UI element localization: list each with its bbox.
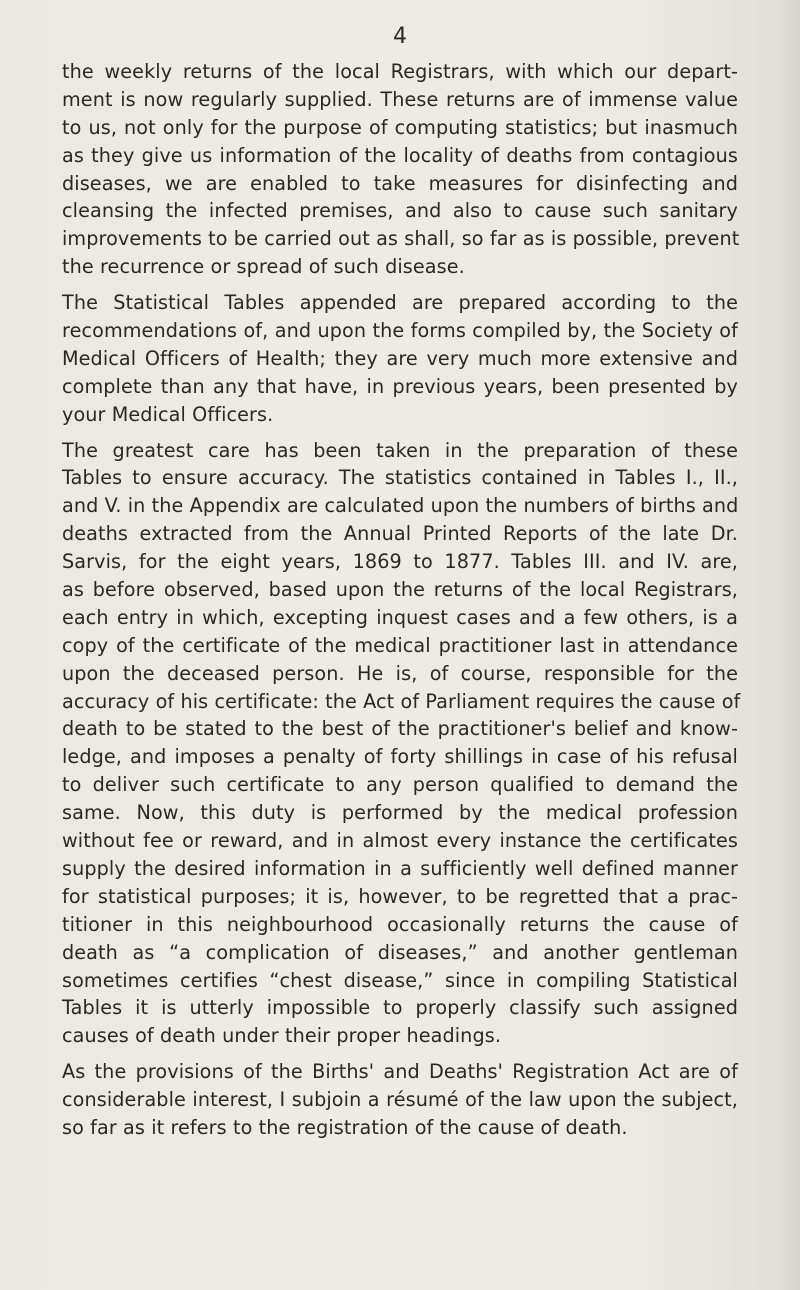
text-line: same. Now, this duty is performed by the medical profession <box>62 801 738 825</box>
body-text <box>62 58 741 1142</box>
text-line: deaths extracted from the Annual Printed Reports of the late Dr. <box>62 522 738 546</box>
paragraph <box>62 58 738 281</box>
text-line: diseases, we are enabled to take measures for disinfecting and <box>62 171 738 195</box>
paragraph <box>62 437 741 1051</box>
text-line: each entry in which, excepting inquest cases and a few others, is a <box>62 605 738 629</box>
text-line: as before observed, based upon the returns of the local Registrars, <box>62 578 738 602</box>
text-line: ledge, and imposes a penalty of forty shillings in case of his refusal <box>62 745 738 769</box>
text-line: ment is now regularly supplied. These returns are of immense value <box>62 87 738 111</box>
text-line: The Statistical Tables appended are prepared according to the <box>62 291 738 315</box>
text-line: cleansing the infected premises, and also to cause such sanitary <box>62 199 738 223</box>
text-line: to deliver such certificate to any person qualified to demand the <box>62 773 738 797</box>
text-line: Tables to ensure accuracy. The statistics contained in Tables I., II., <box>62 466 738 490</box>
paragraph <box>62 1058 738 1142</box>
text-line: upon the deceased person. He is, of course, responsible for the <box>62 661 738 685</box>
text-line: death to be stated to the best of the practitioner's belief and know- <box>62 717 738 741</box>
text-line: causes of death under their proper headings. <box>62 1024 502 1048</box>
paragraph <box>62 289 738 428</box>
text-line: titioner in this neighbourhood occasionally returns the cause of <box>62 912 738 936</box>
text-line: supply the desired information in a sufficiently well defined manner <box>62 856 738 880</box>
text-line: Medical Officers of Health; they are very much more extensive and <box>62 346 738 370</box>
text-line: sometimes certifies “chest disease,” since in compiling Statistical <box>62 968 738 992</box>
text-line: so far as it refers to the registration of the cause of death. <box>62 1115 628 1139</box>
text-line: considerable interest, I subjoin a résumé of the law upon the subject, <box>62 1088 738 1112</box>
text-line: recommendations of, and upon the forms compiled by, the Society of <box>62 319 738 343</box>
text-line: the recurrence or spread of such disease. <box>62 255 465 279</box>
text-line: Tables it is utterly impossible to properly classify such assigned <box>62 996 738 1020</box>
text-line: the weekly returns of the local Registrars, with which our depart- <box>62 60 738 83</box>
text-line: accuracy of his certificate: the Act of Parliament requires the cause of <box>62 689 741 713</box>
text-line: As the provisions of the Births' and Deaths' Registration Act are of <box>62 1060 738 1084</box>
text-line: The greatest care has been taken in the preparation of these <box>62 438 738 462</box>
text-line: copy of the certificate of the medical practitioner last in attendance <box>62 633 738 657</box>
text-line: without fee or reward, and in almost every instance the certificates <box>62 829 738 853</box>
text-line: and V. in the Appendix are calculated upon the numbers of births and <box>62 494 739 518</box>
text-line: Sarvis, for the eight years, 1869 to 1877. Tables III. and IV. are, <box>62 550 738 574</box>
text-line: complete than any that have, in previous years, been presented by <box>62 374 738 398</box>
text-line: to us, not only for the purpose of computing statistics; but inasmuch <box>62 115 738 139</box>
page-number: 4 <box>393 24 407 49</box>
text-line: your Medical Officers. <box>62 402 274 426</box>
text-line: death as “a complication of diseases,” and another gentleman <box>62 940 738 964</box>
text-line: improvements to be carried out as shall, so far as is possible, prevent <box>62 227 740 251</box>
text-line: for statistical purposes; it is, however, to be regretted that a prac- <box>62 884 738 908</box>
text-line: as they give us information of the locality of deaths from contagious <box>62 143 738 167</box>
